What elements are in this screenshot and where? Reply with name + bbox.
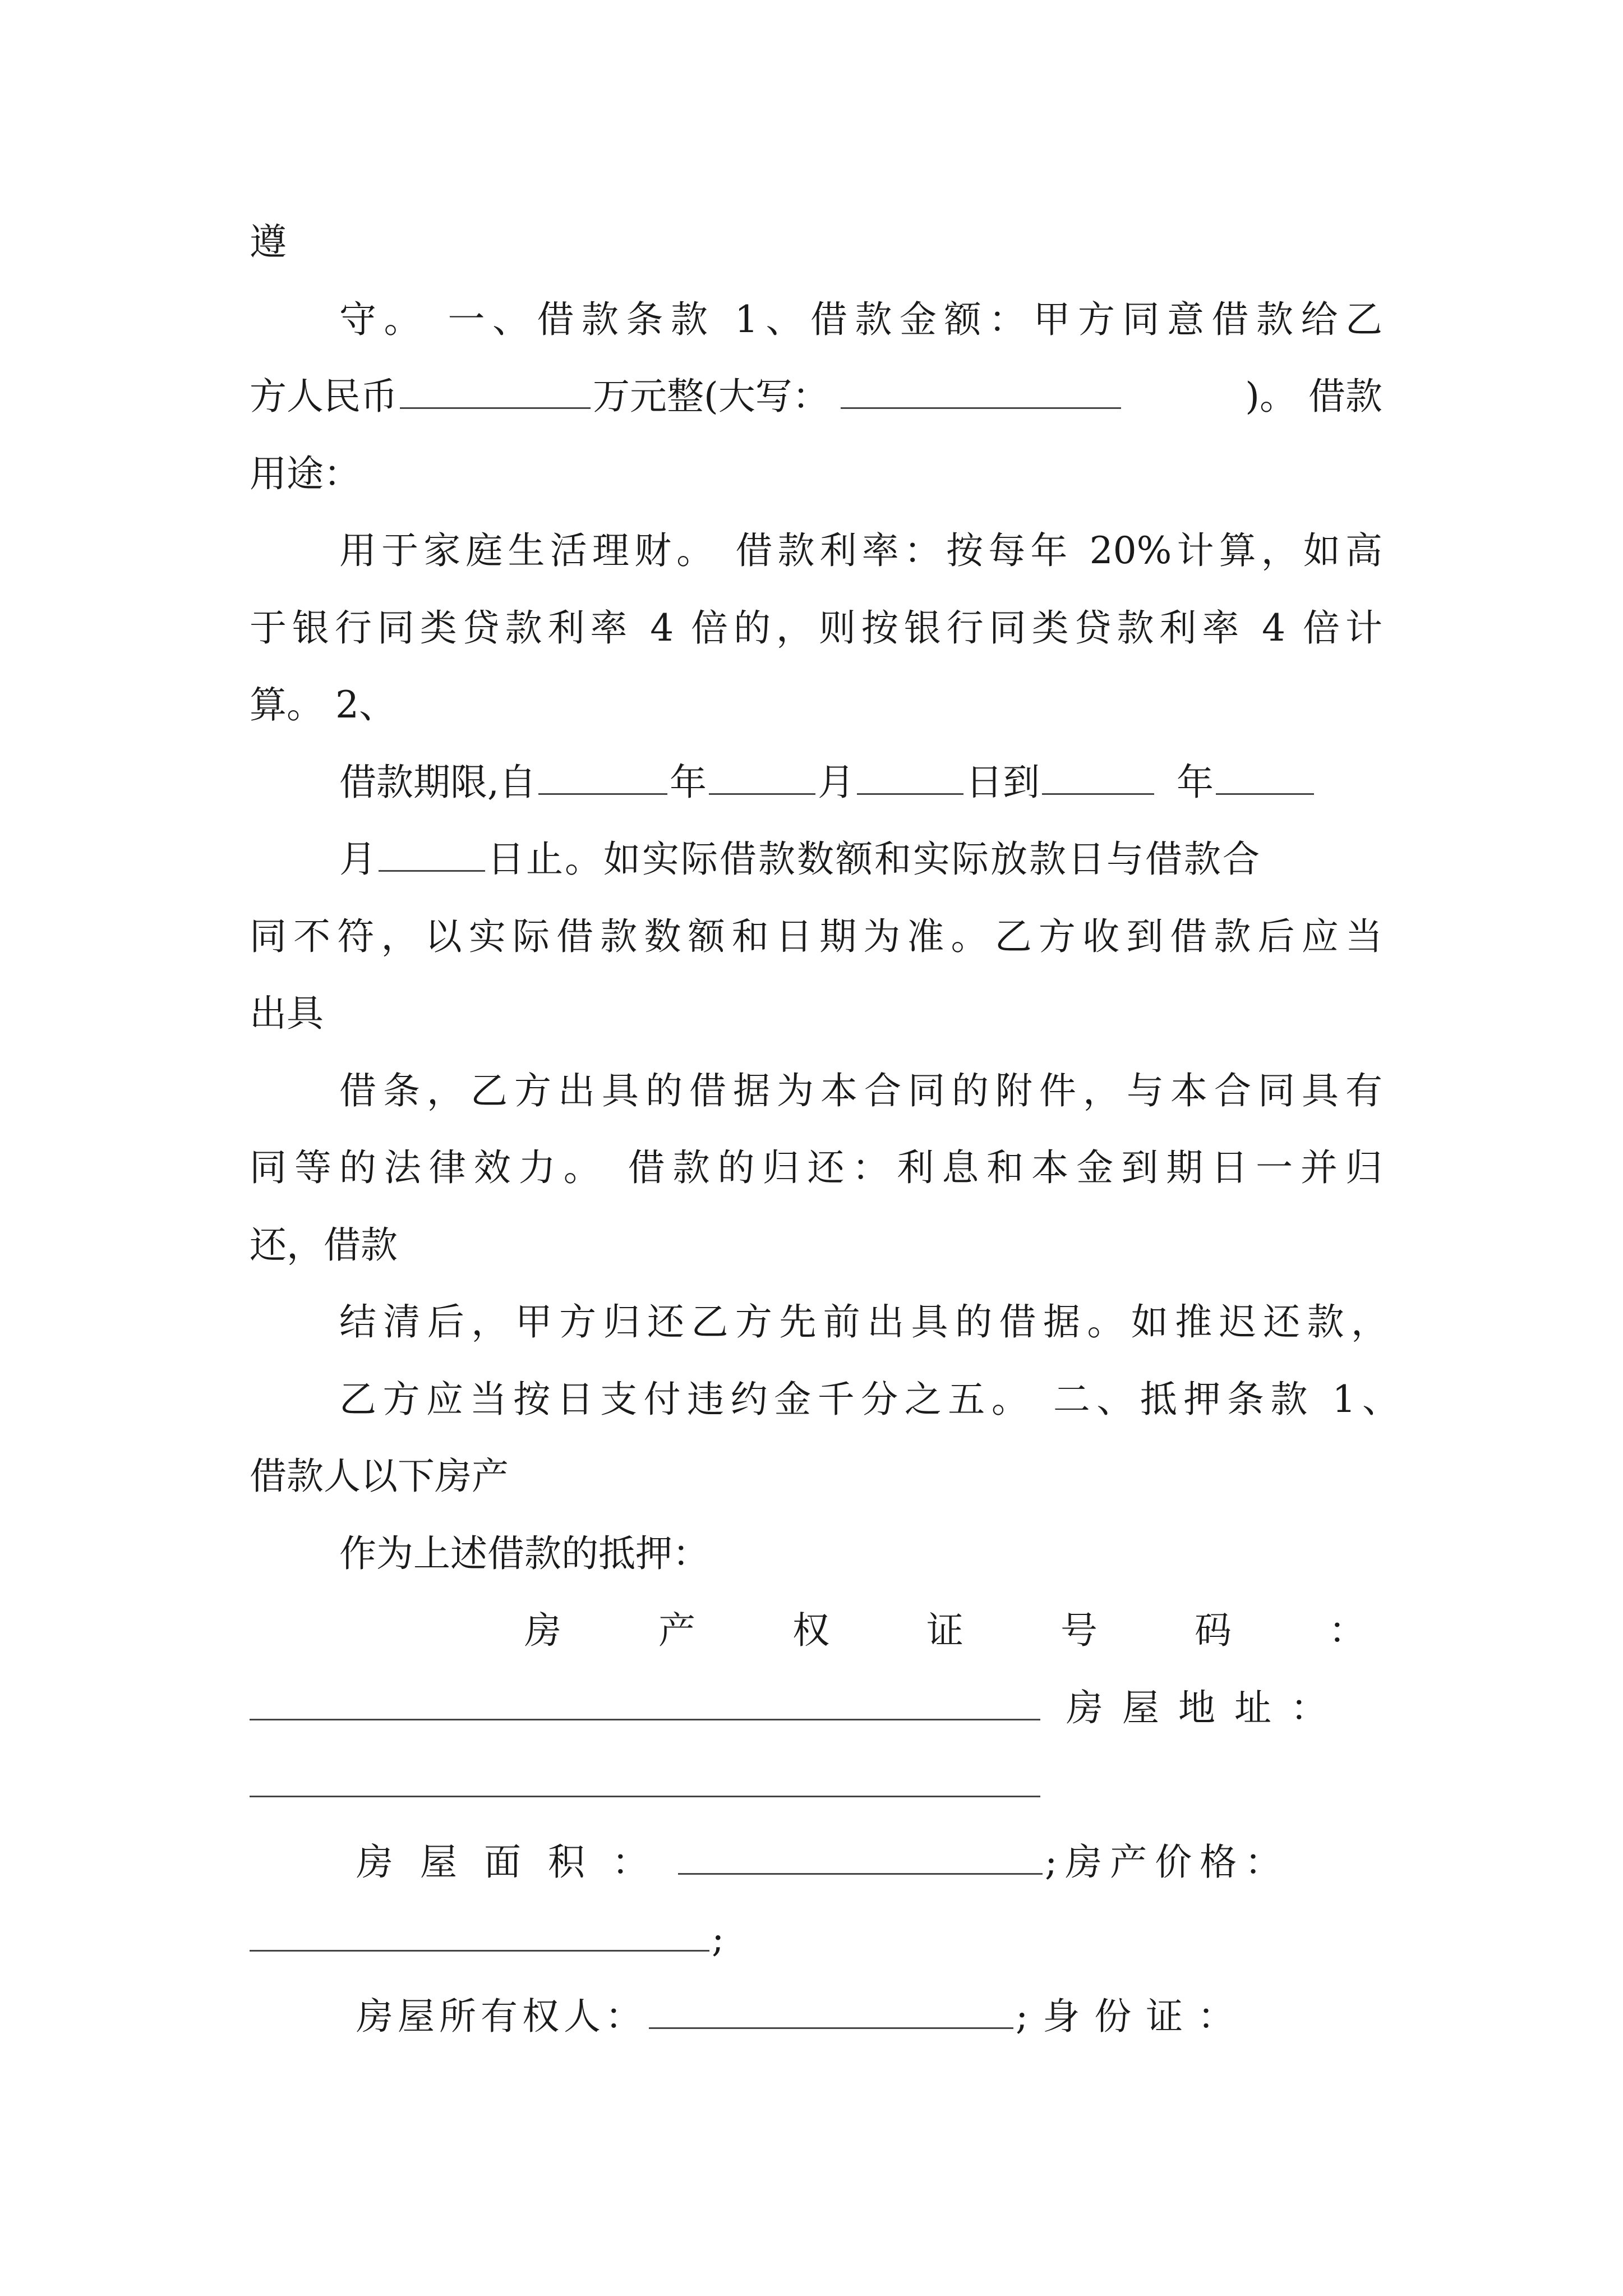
text-line-24: 房屋所有权人： ;身份证： [356,1995,1249,2038]
text-line-3: 方人民币 万元整(大写： )。 借款 [250,375,1382,418]
text-line-1: 遵 [250,220,287,264]
owner-name-blank [649,2025,1013,2029]
text-line-2: 守。 一、借款条款 1、借款金额：甲方同意借款给乙 [339,298,1382,341]
text-line-23: ; [250,1917,1382,1962]
text-line-13: 同等的法律效力。 借款的归还：利息和本金到期日一并归 [250,1146,1382,1189]
text-line-20: 房屋地址： [250,1686,1382,1731]
text-line-6: 于银行同类贷款利率 4 倍的，则按银行同类贷款利率 4 倍计 [250,606,1382,650]
text-line-10: 同不符，以实际借款数额和日期为准。乙方收到借款后应当 [250,915,1382,958]
text-line-17: 借款人以下房产 [250,1455,509,1498]
end-year-blank [1042,791,1154,795]
text-line-21 [250,1763,1382,1807]
text-line-7: 算。 2、 [250,683,396,726]
text-line-14: 还，借款 [250,1223,398,1267]
end-month-blank [1216,791,1314,795]
text-line-11: 出具 [250,992,324,1035]
start-year-blank [538,791,667,795]
text-line-9: 月 日止。如实际借款数额和实际放款日与借款合 [339,838,1261,881]
end-day-blank [379,868,485,872]
property-address-blank [250,1793,1040,1797]
amount-blank [400,405,591,409]
text-line-5: 用于家庭生活理财。 借款利率：按每年 20%计算，如高 [339,529,1382,572]
text-line-16: 乙方应当按日支付违约金千分之五。 二、抵押条款 1、 [339,1378,1399,1421]
text-line-18: 作为上述借款的抵押： [339,1532,709,1575]
amount-uppercase-blank [841,405,1121,409]
text-line-8: 借款期限,自 年 月 日到 年 [339,760,1382,805]
text-line-4: 用途： [250,452,361,495]
text-line-19: 房产权证号码： [524,1609,1366,1652]
property-price-blank [250,1948,709,1952]
house-area-blank [678,1871,1043,1875]
start-day-blank [857,791,963,795]
text-line-15: 结清后，甲方归还乙方先前出具的借据。如推迟还款， [339,1300,1388,1343]
start-month-blank [709,791,815,795]
text-line-22: 房屋面积： ;房产价格： [356,1841,1290,1884]
text-line-12: 借条，乙方出具的借据为本合同的附件，与本合同具有 [339,1069,1382,1112]
property-certificate-blank [250,1717,1040,1720]
